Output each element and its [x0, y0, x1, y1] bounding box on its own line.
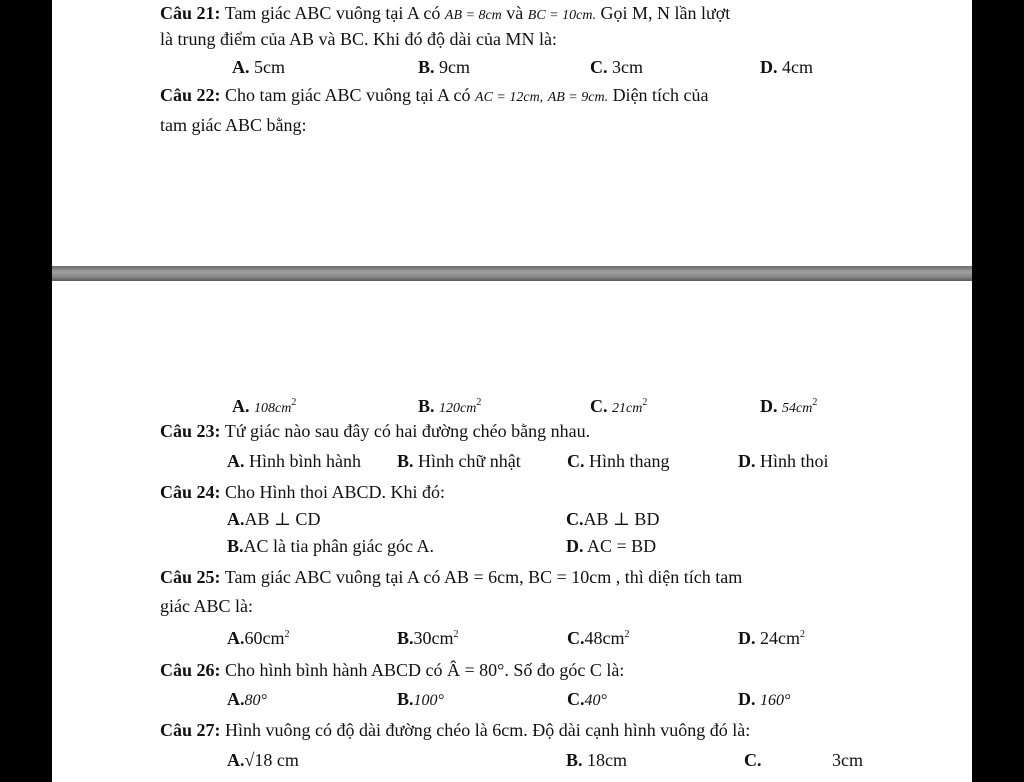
q22-option-b-sup: 2	[476, 397, 482, 408]
q25-option-b[interactable]	[397, 624, 459, 649]
q22-line2: tam giác ABC bằng:	[160, 115, 307, 135]
q25-line2: giác ABC là:	[160, 596, 253, 616]
q24-option-c-value: AB ⊥ BD	[583, 509, 660, 529]
q26-option-a[interactable]	[227, 688, 267, 712]
q22-option-a[interactable]	[232, 392, 296, 420]
page-top	[52, 0, 972, 266]
q26-option-c-value: 40°	[584, 692, 607, 709]
q27-option-b[interactable]	[566, 749, 627, 771]
q26-option-b[interactable]	[397, 688, 444, 712]
q21-option-b-value: 9cm	[439, 57, 471, 77]
q25-label: Câu 25:	[160, 567, 221, 587]
q27-option-c-value: 3cm	[832, 750, 863, 770]
q25-option-c-value: 48cm	[584, 628, 625, 648]
q26-option-d-value: 160°	[760, 692, 791, 709]
q22-option-c[interactable]	[590, 392, 647, 420]
q23-option-d[interactable]	[738, 450, 829, 472]
q27-option-b-key: B.	[566, 750, 583, 770]
q24-option-d-key: D.	[566, 536, 584, 556]
q25-text-a: Tam giác ABC vuông tại A có	[224, 567, 441, 587]
q25-option-b-key: B.	[397, 628, 414, 648]
q25-option-b-value: 30cm	[413, 628, 454, 648]
page-divider	[52, 266, 972, 281]
q25-option-a-sup: 2	[284, 629, 290, 640]
q21-math-2: BC = 10cm.	[527, 8, 596, 23]
q21-label: Câu 21:	[160, 3, 221, 23]
q26-line1	[160, 659, 624, 681]
q26-text-b: Số đo góc C là:	[513, 660, 625, 680]
q23-option-c[interactable]	[567, 450, 670, 472]
q26-option-a-value: 80°	[244, 692, 267, 709]
q23-line1	[160, 420, 590, 442]
q21-option-c-value: 3cm	[612, 57, 643, 77]
q21-option-a-value: 5cm	[254, 57, 285, 77]
q21-option-b[interactable]	[418, 56, 470, 78]
q22-option-c-sup: 2	[642, 397, 648, 408]
q23-option-a-value: Hình bình hành	[249, 451, 361, 471]
q24-option-a-key: A.	[227, 509, 245, 529]
q23-option-d-key: D.	[738, 451, 756, 471]
q25-option-d-key: D.	[738, 628, 756, 648]
q26-option-d[interactable]	[738, 688, 790, 712]
q22-text-a: Cho tam giác ABC vuông tại A có	[225, 85, 471, 105]
q23-option-a[interactable]	[227, 450, 361, 472]
q22-option-c-value: 21cm	[612, 401, 643, 416]
q25-option-d[interactable]	[738, 624, 805, 649]
q24-option-c[interactable]	[566, 508, 659, 530]
q21-option-a[interactable]	[232, 56, 285, 78]
q21-option-d-key: D.	[760, 57, 778, 77]
q23-text: Tứ giác nào sau đây có hai đường chéo bằng nhau.	[224, 421, 591, 441]
q27-option-a[interactable]	[227, 749, 299, 771]
q26-option-a-key: A.	[227, 689, 245, 709]
q21-option-d-value: 4cm	[782, 57, 813, 77]
q24-option-a-value: AB ⊥ CD	[244, 509, 321, 529]
q21-line2: là trung điểm của AB và BC. Khi đó độ dài của MN là:	[160, 29, 557, 49]
q22-option-b[interactable]	[418, 392, 481, 420]
q22-option-b-key: B.	[418, 396, 435, 416]
q26-math-1: Â = 80°.	[447, 660, 509, 680]
q27-option-c[interactable]	[744, 749, 762, 771]
q25-line1	[160, 566, 742, 588]
q22-math-2: AB = 9cm.	[547, 90, 609, 105]
q22-option-d-sup: 2	[812, 397, 818, 408]
q24-option-a[interactable]	[227, 508, 320, 530]
q22-text-b: Diện tích của	[612, 85, 709, 105]
q23-option-d-value: Hình thoi	[760, 451, 829, 471]
q27-option-a-key: A.	[227, 750, 245, 770]
q22-option-d-value: 54cm	[782, 401, 813, 416]
q26-option-b-key: B.	[397, 689, 414, 709]
q22-option-a-key: A.	[232, 396, 250, 416]
q22-option-a-sup: 2	[291, 397, 297, 408]
q27-option-b-value: 18cm	[587, 750, 628, 770]
q24-option-c-key: C.	[566, 509, 584, 529]
q22-label: Câu 22:	[160, 85, 221, 105]
q27-line1	[160, 719, 750, 741]
q27-label: Câu 27:	[160, 720, 221, 740]
q23-option-b-value: Hình chữ nhật	[418, 451, 521, 471]
q24-label: Câu 24:	[160, 482, 221, 502]
q21-math-1: AB = 8cm	[444, 8, 502, 23]
q24-line1	[160, 481, 445, 503]
q23-option-a-key: A.	[227, 451, 245, 471]
q21-text-b: Gọi M, N lần lượt	[600, 3, 731, 23]
q24-text: Cho Hình thoi ABCD. Khi đó:	[225, 482, 446, 502]
q26-label: Câu 26:	[160, 660, 221, 680]
q22-option-d[interactable]	[760, 392, 817, 420]
q26-option-b-value: 100°	[413, 692, 444, 709]
q24-option-b-key: B.	[227, 536, 244, 556]
q27-option-a-value: √18 cm	[244, 750, 299, 770]
q26-option-c-key: C.	[567, 689, 585, 709]
q22-option-c-key: C.	[590, 396, 608, 416]
q21-option-c-key: C.	[590, 57, 608, 77]
q25-option-b-sup: 2	[453, 629, 459, 640]
q21-option-d[interactable]	[760, 56, 813, 78]
q24-option-d[interactable]	[566, 535, 656, 557]
q24-option-b-value: AC là tia phân giác góc A.	[243, 536, 434, 556]
q22-math-1: AC = 12cm,	[475, 90, 544, 105]
q25-option-c[interactable]	[567, 624, 630, 649]
q23-option-b-key: B.	[397, 451, 414, 471]
q23-option-c-value: Hình thang	[589, 451, 670, 471]
q21-mid: và	[506, 3, 524, 23]
q26-option-d-key: D.	[738, 689, 756, 709]
q26-option-c[interactable]	[567, 688, 607, 712]
q21-line1	[160, 2, 730, 27]
q24-option-b[interactable]	[227, 535, 434, 557]
q22-option-a-value: 108cm	[254, 401, 292, 416]
q25-option-d-value: 24cm	[760, 628, 800, 648]
q21-option-c[interactable]	[590, 56, 643, 78]
q23-label: Câu 23:	[160, 421, 221, 441]
q25-math-1: AB = 6cm, BC = 10cm	[443, 567, 612, 587]
q26-text-a: Cho hình bình hành ABCD có	[225, 660, 443, 680]
q27-option-c-key: C.	[744, 750, 762, 770]
q25-option-a[interactable]	[227, 624, 290, 649]
q25-option-c-key: C.	[567, 628, 585, 648]
q25-option-d-sup: 2	[800, 629, 805, 640]
q25-text-b: , thì diện tích tam	[615, 567, 743, 587]
q27-text: Hình vuông có độ dài đường chéo là 6cm. Độ dài cạnh hình vuông đó là:	[225, 720, 751, 740]
q21-option-a-key: A.	[232, 57, 250, 77]
q21-option-b-key: B.	[418, 57, 435, 77]
q22-option-b-value: 120cm	[439, 401, 477, 416]
q25-option-a-value: 60cm	[244, 628, 285, 648]
q23-option-c-key: C.	[567, 451, 585, 471]
page-bottom	[52, 281, 972, 782]
q22-line1	[160, 84, 709, 109]
q25-option-c-sup: 2	[624, 629, 630, 640]
q24-option-d-value: AC = BD	[587, 536, 657, 556]
q23-option-b[interactable]	[397, 450, 521, 472]
q25-option-a-key: A.	[227, 628, 245, 648]
q22-option-d-key: D.	[760, 396, 778, 416]
q21-text-a: Tam giác ABC vuông tại A có	[224, 3, 441, 23]
